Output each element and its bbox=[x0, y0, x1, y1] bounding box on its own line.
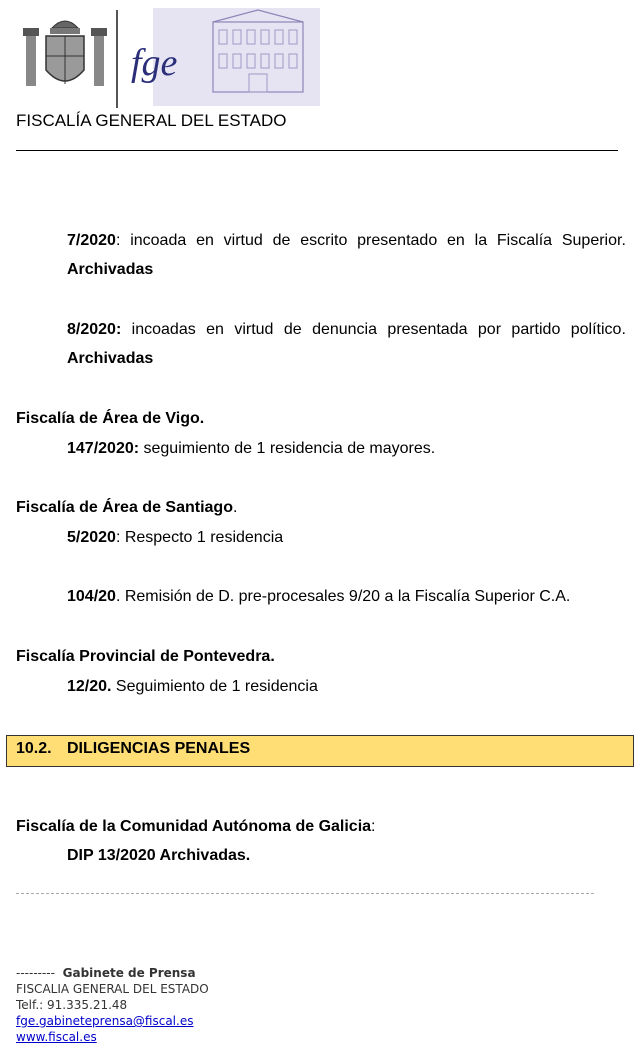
section-number: 10.2. bbox=[16, 740, 52, 757]
org-title: FISCALÍA GENERAL DEL ESTADO bbox=[16, 111, 287, 130]
entry-8-2020-line: 8/2020: incoadas en virtud de denuncia presentada por partido político. bbox=[67, 321, 626, 338]
santiago-entry-1: 5/2020: Respecto 1 residencia bbox=[67, 529, 284, 546]
section-title: DILIGENCIAS PENALES bbox=[67, 740, 251, 757]
footer-email-link[interactable]: fge.gabineteprensa@fiscal.es bbox=[16, 1014, 194, 1028]
coat-of-arms-logo bbox=[22, 14, 108, 94]
santiago-entry-2: 104/20. Remisión de D. pre-procesales 9/20 a la Fiscalía Superior C.A. bbox=[67, 588, 571, 605]
building-logo bbox=[153, 8, 320, 106]
pontevedra-entry: 12/20. Seguimiento de 1 residencia bbox=[67, 678, 318, 695]
entry-7-2020-line: 7/2020: incoada en virtud de escrito presentado en la Fiscalía Superior. bbox=[67, 232, 626, 249]
pontevedra-heading: Fiscalía Provincial de Pontevedra. bbox=[16, 648, 275, 665]
footer-org: FISCALIA GENERAL DEL ESTADO bbox=[16, 982, 209, 996]
entry-status: Archivadas bbox=[67, 350, 154, 367]
footer-web-link[interactable]: www.fiscal.es bbox=[16, 1030, 97, 1044]
footer-phone: Telf.: 91.335.21.48 bbox=[16, 998, 128, 1012]
galicia-heading: Fiscalía de la Comunidad Autónoma de Galicia: bbox=[16, 818, 376, 835]
entry-number: 7/2020: bbox=[67, 232, 121, 249]
galicia-entry: DIP 13/2020 Archivadas. bbox=[67, 847, 251, 864]
entry-status: Archivadas bbox=[67, 261, 154, 278]
dashed-separator bbox=[16, 893, 594, 894]
header-divider bbox=[116, 10, 118, 108]
fge-logo: fge bbox=[131, 42, 178, 84]
entry-number: 8/2020: bbox=[67, 321, 122, 338]
vigo-entry: 147/2020: seguimiento de 1 residencia de mayores. bbox=[67, 440, 436, 457]
footer-office: --------- Gabinete de Prensa bbox=[16, 966, 196, 980]
header-rule bbox=[16, 150, 618, 151]
vigo-heading: Fiscalía de Área de Vigo. bbox=[16, 410, 205, 427]
santiago-heading: Fiscalía de Área de Santiago. bbox=[16, 499, 238, 516]
